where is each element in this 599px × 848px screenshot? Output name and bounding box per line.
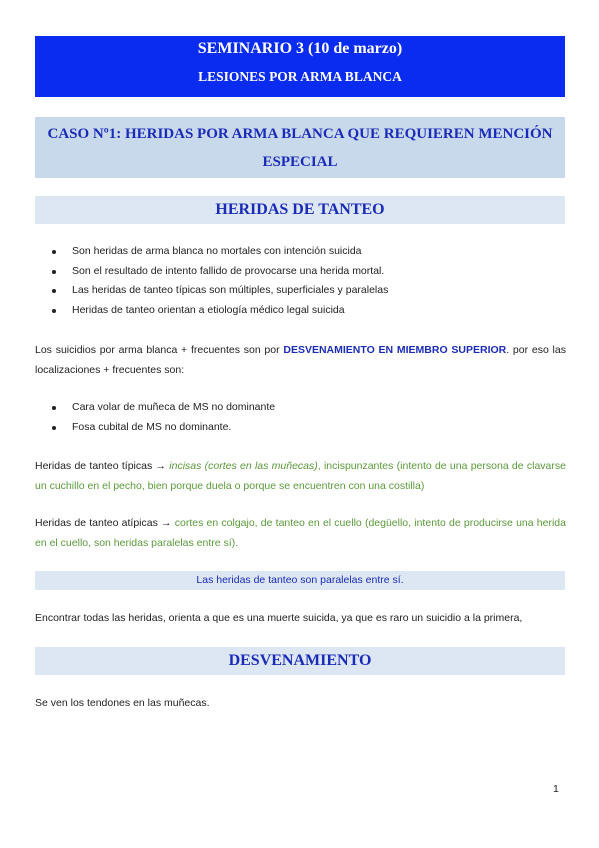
section-heading-desvenamiento: DESVENAMIENTO [35,647,565,675]
list-item: Las heridas de tanteo típicas son múltiples, superficiales y paralelas [52,281,388,301]
highlight-text: cortes en colgajo, de tanteo en el cuello (degüello, intento de producirse una herida en el cuello, son heridas paralelas entre sí). [35,517,566,549]
callout-box: Las heridas de tanteo son paralelas entre sí. [35,571,565,590]
paragraph-desvenamiento: Se ven los tendones en las muñecas. [35,697,210,709]
paragraph-text: Los suicidios por arma blanca + frecuentes son por [35,344,284,356]
paragraph-suicidios [35,340,566,380]
list-item: Son heridas de arma blanca no mortales con intención suicida [52,242,388,262]
paragraph-text: . por eso las localizaciones + frecuentes son: [35,344,566,376]
list-item: Fosa cubital de MS no dominante. [52,418,275,438]
highlight-text: DESVENAMIENTO EN MIEMBRO SUPERIOR [283,344,507,356]
document-header [35,36,565,97]
paragraph-text: Heridas de tanteo atípicas → [35,517,175,529]
list-item: Cara volar de muñeca de MS no dominante [52,398,275,418]
list-item: Son el resultado de intento fallido de provocarse una herida mortal. [52,262,388,282]
document-title: SEMINARIO 3 (10 de marzo) [197,40,403,57]
paragraph-atipicas [35,513,566,553]
paragraph-text: Heridas de tanteo típicas → [35,460,170,472]
case-heading-line2: ESPECIAL [262,154,338,170]
bullet-list-localizaciones [52,398,275,437]
highlight-text: incisas (cortes en las muñecas) [169,460,318,472]
case-heading [35,117,565,178]
case-heading-line1: CASO Nº1: HERIDAS POR ARMA BLANCA QUE REQUIEREN MENCIÓN [47,126,553,142]
page-number: 1 [553,783,559,795]
paragraph-tipicas [35,456,566,496]
document-subtitle: LESIONES POR ARMA BLANCA [198,69,402,84]
section-heading-tanteo: HERIDAS DE TANTEO [35,196,565,224]
list-item: Heridas de tanteo orientan a etiología médico legal suicida [52,301,388,321]
highlight-text: , incispunzantes (intento de una persona de clavarse un cuchillo en el pecho, bien porque duela o porque se encuentren con una costilla) [35,460,566,492]
paragraph-encontrar: Encontrar todas las heridas, orienta a que es una muerte suicida, ya que es raro un suicidio a la primera, [35,612,523,624]
bullet-list-tanteo [52,242,388,321]
